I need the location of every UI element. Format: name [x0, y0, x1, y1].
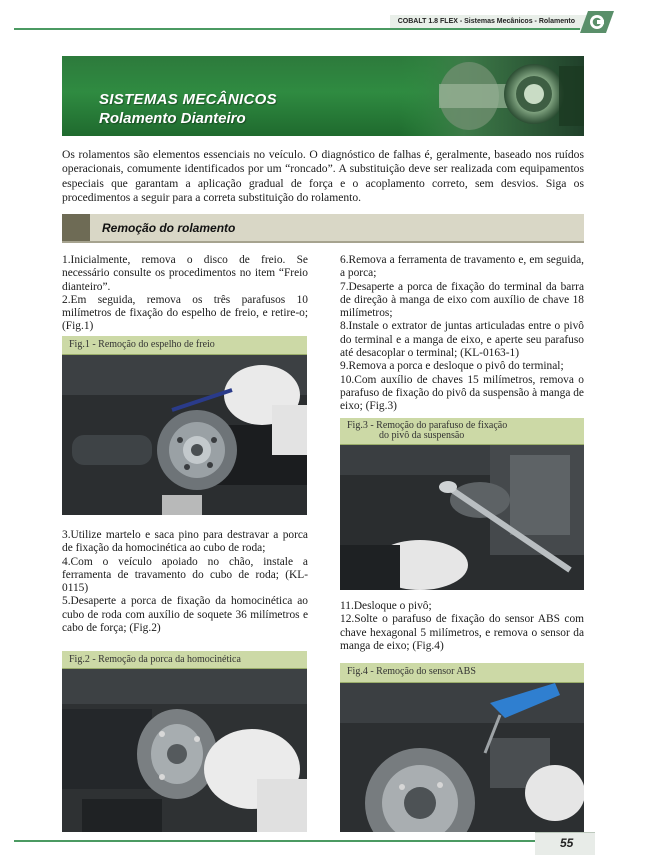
- figure-2-photo: [62, 669, 307, 832]
- step-12: 12.Solte o parafuso de fixação do sensor ABS com chave hexagonal 5 milímetros, e remova o sensor da manga de eixo; (Fig.4): [340, 613, 584, 652]
- figure-3-caption: [340, 418, 584, 445]
- step-8: 8.Instale o extrator de juntas articuladas entre o pivô do terminal e a manga de eixo, e aperte seu parafuso até desacoplar o terminal; (KL-0163-1): [340, 320, 584, 360]
- figure-1-photo: [62, 355, 307, 515]
- chapter-banner: [62, 56, 584, 136]
- banner-bearing-photo: [399, 56, 584, 136]
- step-10: 10.Com auxílio de chaves 15 milímetros, remova o parafuso de fixação do pivô da suspensão à manga de eixo; (Fig.3): [340, 373, 584, 413]
- footer-rule: [14, 840, 554, 842]
- page-number: 55: [560, 836, 574, 850]
- figure-2-caption: Fig.2 - Remoção da porca da homocinética: [62, 651, 307, 669]
- step-3: 3.Utilize martelo e saca pino para destravar a porca de fixação da homocinética ao cubo de roda;: [62, 529, 308, 555]
- figure-4-caption: Fig.4 - Remoção do sensor ABS: [340, 663, 584, 683]
- brand-logo-icon: [580, 11, 614, 33]
- steps-block-1: [62, 254, 308, 334]
- figure-1-caption: Fig.1 - Remoção do espelho de freio: [62, 336, 307, 355]
- figure-3-caption-line-1: Fig.3 - Remoção do parafuso de fixação: [347, 420, 508, 431]
- chapter-title: SISTEMAS MECÂNICOS: [99, 91, 277, 108]
- figure-3-caption-line-2: do pivô da suspensão: [379, 430, 465, 441]
- step-1: 1.Inicialmente, remova o disco de freio. Se necessário consulte os procedimentos no item “Freio dianteiro”.: [62, 254, 308, 293]
- section-title: Remoção do rolamento: [102, 221, 236, 235]
- chapter-subtitle: Rolamento Dianteiro: [99, 110, 246, 127]
- step-7: 7.Desaperte a porca de fixação do terminal da barra de direção à manga de eixo com auxílio de chave 18 milímetros;: [340, 280, 584, 320]
- step-4: 4.Com o veículo apoiado no chão, instale a ferramenta de travamento do cubo de roda; (KL-0115): [62, 555, 308, 595]
- running-title: COBALT 1.8 FLEX - Sistemas Mecânicos - Rolamento: [397, 18, 575, 25]
- intro-paragraph: Os rolamentos são elementos essenciais no veículo. O diagnóstico de falhas é, geralmente, baseado nos ruídos operacionais, comumente identificados por um “roncado”. A substituição deve ser realizada com equipamentos especiais que garantam a aplicação gradual de força e o acoplamento correto, sem desvios. Siga os procedimentos a seguir para a correta substituição do rolamento.: [62, 148, 584, 205]
- step-2: 2.Em seguida, remova os três parafusos 10 milímetros de fixação do espelho de freio, e retire-o; (Fig.1): [62, 293, 308, 333]
- step-9: 9.Remova a porca e desloque o pivô do terminal;: [340, 360, 564, 373]
- section-header: [62, 214, 584, 243]
- figure-3-photo: [340, 445, 584, 590]
- steps-block-4: [340, 600, 584, 653]
- step-11: 11.Desloque o pivô;: [340, 600, 432, 612]
- step-6: 6.Remova a ferramenta de travamento e, em seguida, a porca;: [340, 254, 584, 280]
- steps-block-2: [62, 529, 308, 635]
- step-5: 5.Desaperte a porca de fixação da homocinética ao cubo de roda com auxílio de soquete 36 milímetros e cabo de força; (Fig.2): [62, 595, 308, 635]
- figure-4-photo: [340, 683, 584, 832]
- steps-block-3: [340, 254, 584, 414]
- header-rule: [14, 28, 580, 30]
- section-accent-block: [62, 214, 90, 241]
